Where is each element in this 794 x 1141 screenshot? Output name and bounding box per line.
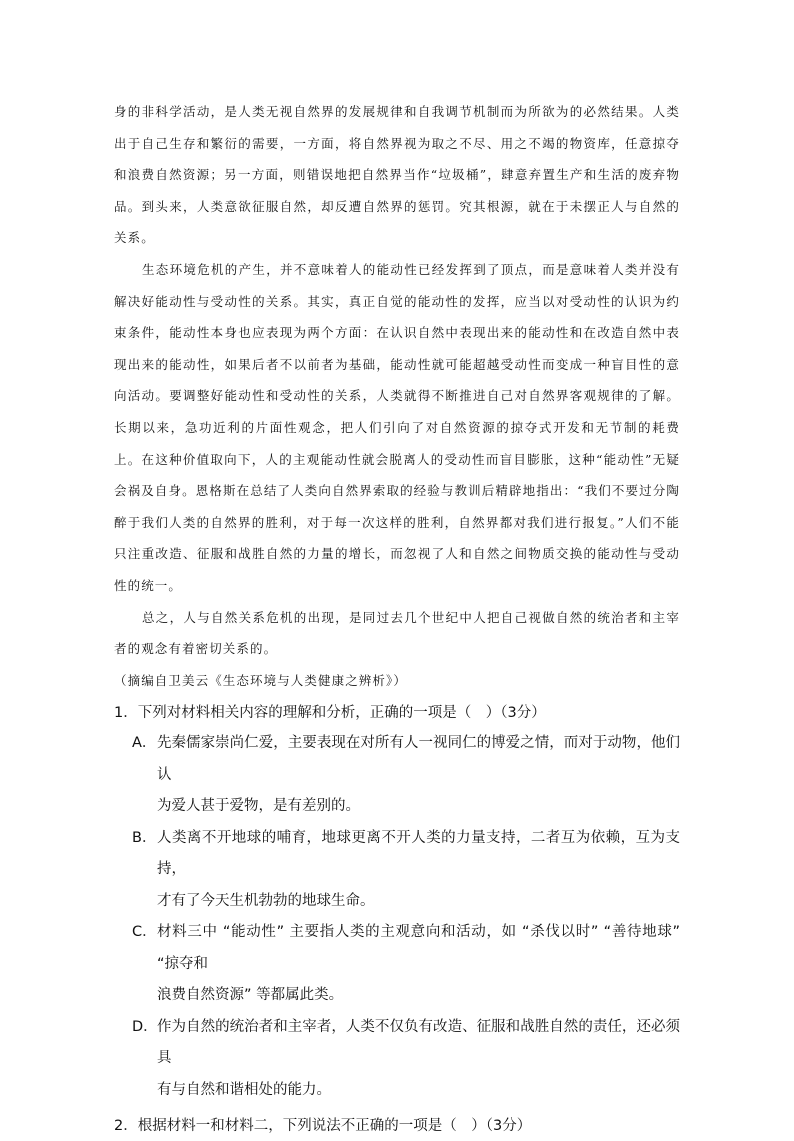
option-text-line: 材料三中 “能动性” 主要指人类的主观意向和活动，如 “杀伐以时” “善待地球” “掠夺和 [157,924,680,972]
option-text-line: 才有了今天生机勃勃的地球生命。 [157,892,375,909]
question-1-option-c[interactable] [114,917,680,1012]
passage-paragraph-2: 生态环境危机的产生，并不意味着人的能动性已经发挥到了顶点，而是意味着人类并没有解决好能动性与受动性的关系。其实，真正自觉的能动性的发挥，应当以对受动性的认识为约束条件，能动性本身也应表现为两个方面：在认识自然中表现出来的能动性和在改造自然中表现出来的能动性，如果后者不以前者为基础，能动性就可能超越受动性而变成一种盲目性的意向活动。要调整好能动性和受动性的关系，人类就得不断推进自己对自然界客观规律的了解。长期以来，急功近利的片面性观念，把人们引向了对自然资源的掠夺式开发和无节制的耗费上。在这种价值取向下，人的主观能动性就会脱离人的受动性而盲目膨胀，这种“能动性”无疑会祸及自身。恩格斯在总结了人类向自然界索取的经验与教训后精辟地指出：“我们不要过分陶醉于我们人类的自然界的胜利，对于每一次这样的胜利，自然界都对我们进行报复。”人们不能只注重改造、征服和战胜自然的力量的增长，而忽视了人和自然之间物质交换的能动性与受动性的统一。 [114,261,680,593]
question-1-option-b[interactable] [114,823,680,918]
option-text-line: 为爱人甚于爱物，是有差别的。 [157,798,360,815]
passage-paragraph-1: 身的非科学活动，是人类无视自然界的发展规律和自我调节机制而为所欲为的必然结果。人类出于自己生存和繁衍的需要，一方面，将自然界视为取之不尽、用之不竭的物资库，任意掠夺和浪费自然资源；另一方面，则错误地把自然界当作“垃圾桶”，肆意弃置生产和生活的废弃物品。到头来，人类意欲征服自然，却反遭自然界的惩罚。究其根源，就在于未摆正人与自然的关系。 [114,104,680,246]
option-text-line: 浪费自然资源” 等都属此类。 [157,987,344,1004]
passage-source: （摘编自卫美云《生态环境与人类健康之辨析》） [114,672,407,688]
question-1-option-a[interactable] [114,728,680,823]
option-letter: D． [132,1018,158,1035]
question-1-option-d[interactable] [114,1012,680,1107]
question-1-options [114,728,680,1106]
option-text-line: 人类离不开地球的哺育，地球更离不开人类的力量支持，二者互为依赖，互为支持， [157,829,680,878]
option-text-line: 作为自然的统治者和主宰者，人类不仅负有改造、征服和战胜自然的责任，还必须具 [157,1018,680,1067]
question-1-stem: 1．下列对材料相关内容的理解和分析，正确的一项是（ ）（3分） [114,705,546,722]
question-1 [114,698,680,1106]
option-letter: C． [132,924,157,941]
question-2-stem: 2．根据材料一和材料二，下列说法不正确的一项是（ ）（3分） [114,1118,532,1135]
passage-paragraph-3: 总之，人与自然关系危机的出现，是同过去几个世纪中人把自己视做自然的统治者和主宰者的观念有着密切关系的。 [114,609,680,657]
option-letter: A． [132,735,157,752]
option-text-line: 先秦儒家崇尚仁爱，主要表现在对所有人一视同仁的博爱之情，而对于动物，他们认 [157,735,680,783]
option-text-line: 有与自然和谐相处的能力。 [157,1081,331,1098]
option-letter: B． [132,829,157,846]
question-2 [114,1111,680,1141]
reading-passage [114,96,680,696]
